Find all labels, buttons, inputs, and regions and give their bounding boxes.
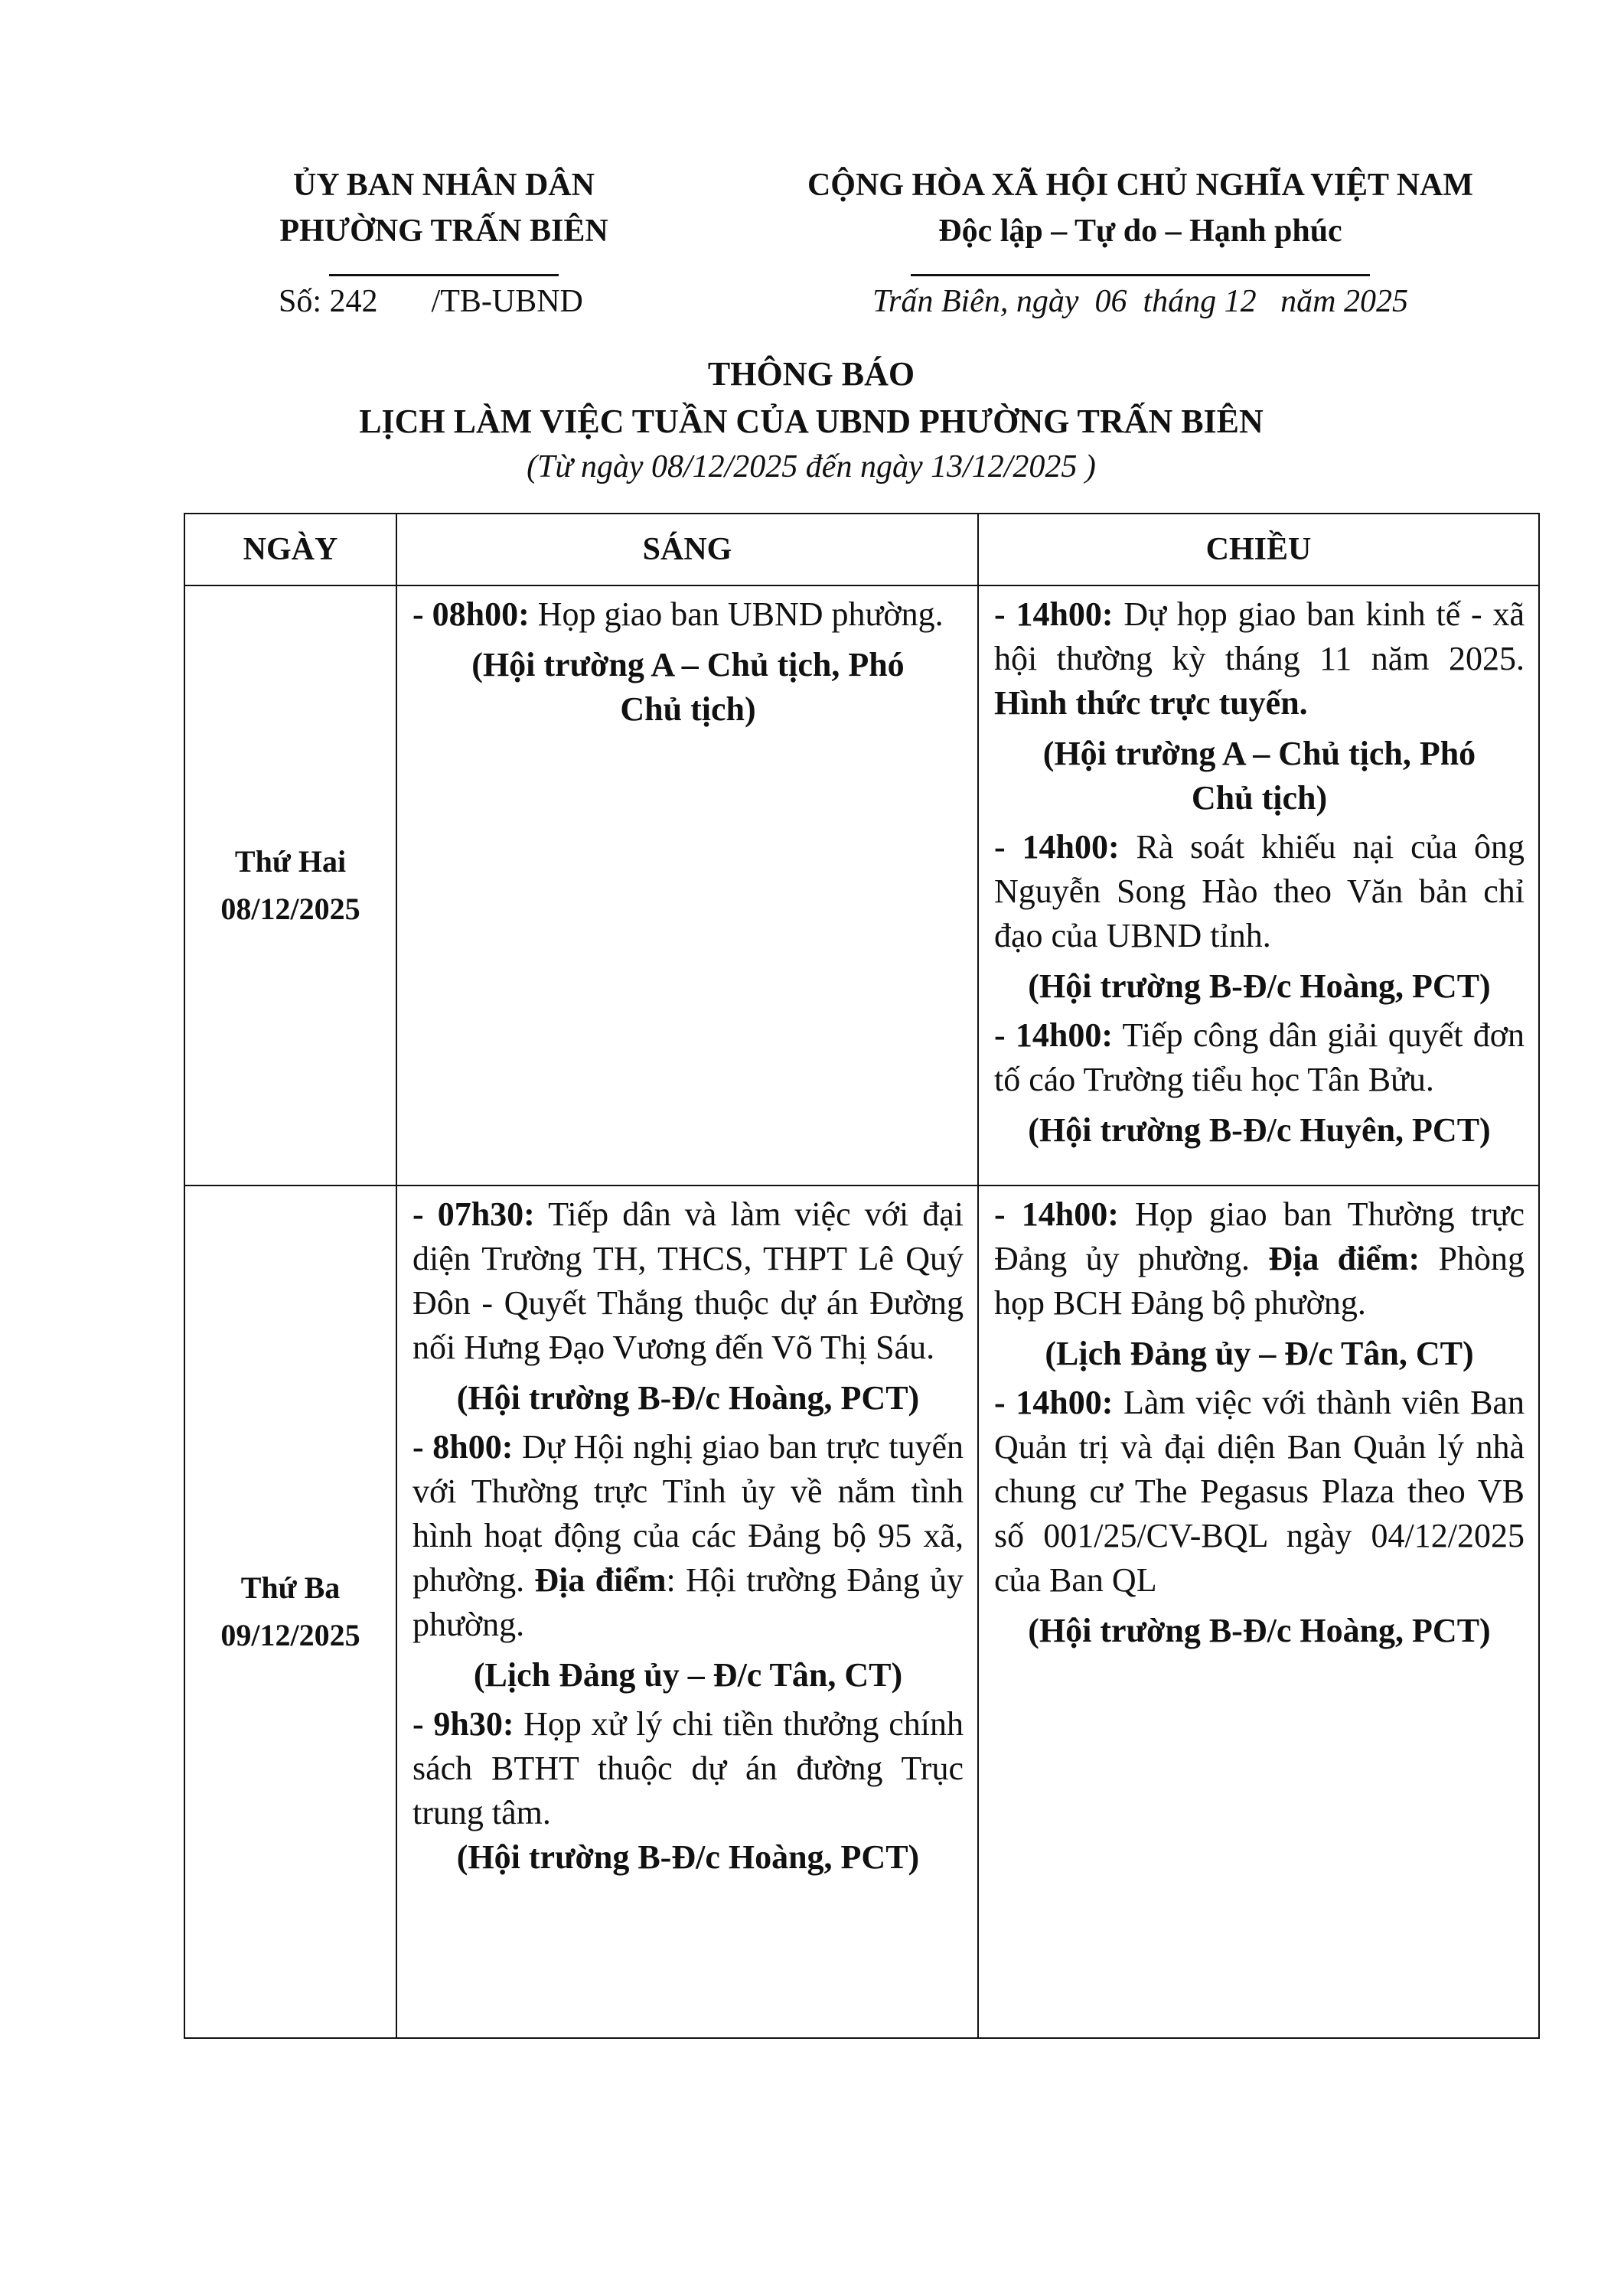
entry-time: - 07h30:: [413, 1195, 535, 1233]
entry-text-after: Phòng họp BCH Đảng bộ phường.: [994, 1240, 1525, 1322]
entry-location: (Hội trường B-Đ/c Hoàng, PCT): [456, 1379, 920, 1417]
afternoon-cell: [978, 1186, 1539, 2038]
weekday: Thứ Ba: [240, 1570, 341, 1605]
entry-text: Tiếp dân và làm việc với đại diện Trường TH, THCS, THPT Lê Quý Đôn - Quyết Thắng thuộc dự án Đường nối Hưng Đạo Vương đến Võ Thị Sáu.: [413, 1195, 964, 1366]
agency-line-2: PHƯỜNG TRẤN BIÊN: [279, 214, 608, 249]
document-number-suffix: /TB-UBND: [431, 284, 583, 319]
schedule-entry: [413, 1192, 964, 1370]
entry-time: - 14h00:: [994, 1384, 1114, 1421]
entry-text: Dự Hội nghị giao ban trực tuyến với Thường trực Tỉnh ủy về nắm tình hình hoạt động của các Đảng bộ 95 xã, phường.: [413, 1428, 964, 1599]
entry-text: Làm việc với thành viên Ban Quản trị và đại diện Ban Quản lý nhà chung cư The Pegasus Plaza theo VB số 001/25/CV-BQL ngày 04/12/2025 của Ban QL: [994, 1384, 1525, 1599]
schedule-entry: [994, 825, 1525, 958]
entry-location: (Hội trường A – Chủ tịch, Phó Chủ tịch): [471, 646, 905, 728]
day-date: 08/12/2025: [220, 892, 360, 926]
entry-bold-text: Địa điểm: [534, 1561, 667, 1599]
entry-text: Rà soát khiếu nại của ông Nguyễn Song Hào theo Văn bản chỉ đạo của UBND tỉnh.: [994, 828, 1525, 954]
entry-time: - 08h00:: [413, 595, 530, 633]
entry-time: - 14h00:: [994, 595, 1114, 633]
entry-time: - 14h00:: [994, 1195, 1119, 1233]
national-header: [750, 162, 1531, 254]
entry-time: - 8h00:: [413, 1428, 514, 1466]
entry-bold-text: Hình thức trực tuyến.: [994, 684, 1308, 722]
afternoon-cell: [978, 585, 1539, 1186]
document-title-block: [184, 351, 1439, 488]
agency-header: [199, 162, 689, 254]
entry-location: (Hội trường B-Đ/c Hoàng, PCT): [1028, 967, 1491, 1005]
issue-date: Trấn Biên, ngày 06 tháng 12 năm 2025: [872, 284, 1408, 319]
day-date: 09/12/2025: [220, 1618, 360, 1652]
header-afternoon: CHIỀU: [978, 514, 1539, 585]
entry-bold-text: Địa điểm:: [1268, 1240, 1420, 1277]
entry-text: Tiếp công dân giải quyết đơn tố cáo Trường tiểu học Tân Bửu.: [994, 1016, 1525, 1098]
document-number-prefix: Số: 242: [279, 284, 378, 319]
document-number: [279, 280, 583, 323]
entry-text: Họp giao ban Thường trực Đảng ủy phường.: [994, 1195, 1525, 1277]
table-row: [184, 585, 1539, 1186]
entry-location: (Lịch Đảng ủy – Đ/c Tân, CT): [473, 1656, 903, 1694]
national-title: CỘNG HÒA XÃ HỘI CHỦ NGHĨA VIỆT NAM: [807, 168, 1474, 203]
day-cell: [184, 1186, 396, 2038]
schedule-entry: [994, 592, 1525, 726]
document-subtitle: LỊCH LÀM VIỆC TUẦN CỦA UBND PHƯỜNG TRẤN BIÊN: [359, 403, 1264, 440]
entry-time: - 14h00:: [994, 828, 1120, 866]
national-motto: Độc lập – Tự do – Hạnh phúc: [938, 214, 1342, 249]
document-title: THÔNG BÁO: [707, 355, 915, 393]
header-day: NGÀY: [184, 514, 396, 585]
entry-location: (Hội trường A – Chủ tịch, Phó Chủ tịch): [1042, 735, 1476, 817]
day-cell: [184, 585, 396, 1186]
schedule-entry: [994, 1192, 1525, 1326]
table-row: [184, 1186, 1539, 2038]
schedule-entry: [413, 1425, 964, 1647]
schedule-entry: [413, 592, 964, 637]
header-morning: SÁNG: [396, 514, 978, 585]
weekday: Thứ Hai: [234, 844, 347, 879]
agency-underline: [329, 274, 559, 276]
entry-text: Họp giao ban UBND phường.: [529, 595, 944, 633]
schedule-entry: [994, 1381, 1525, 1603]
schedule-entry: [413, 1702, 964, 1835]
morning-cell: [396, 585, 978, 1186]
date-range: (Từ ngày 08/12/2025 đến ngày 13/12/2025 ): [527, 449, 1096, 484]
entry-text-after: : Hội trường Đảng ủy phường.: [413, 1561, 964, 1643]
entry-text: Họp xử lý chi tiền thưởng chính sách BTHT thuộc dự án đường Trục trung tâm.: [413, 1705, 964, 1831]
entry-time: - 14h00:: [994, 1016, 1114, 1054]
entry-location: (Hội trường B-Đ/c Huyên, PCT): [1028, 1111, 1491, 1149]
entry-location: (Lịch Đảng ủy – Đ/c Tân, CT): [1045, 1335, 1474, 1372]
schedule-table: [184, 513, 1540, 2039]
agency-line-1: ỦY BAN NHÂN DÂN: [293, 168, 595, 203]
motto-underline: [911, 274, 1370, 276]
entry-time: - 9h30:: [413, 1705, 514, 1743]
schedule-entry: [994, 1013, 1525, 1102]
morning-cell: [396, 1186, 978, 2038]
entry-location: (Hội trường B-Đ/c Hoàng, PCT): [456, 1838, 920, 1876]
entry-location: (Hội trường B-Đ/c Hoàng, PCT): [1028, 1612, 1491, 1649]
entry-text: Dự họp giao ban kinh tế - xã hội thường kỳ tháng 11 năm 2025.: [994, 595, 1525, 677]
table-header-row: [184, 514, 1539, 585]
